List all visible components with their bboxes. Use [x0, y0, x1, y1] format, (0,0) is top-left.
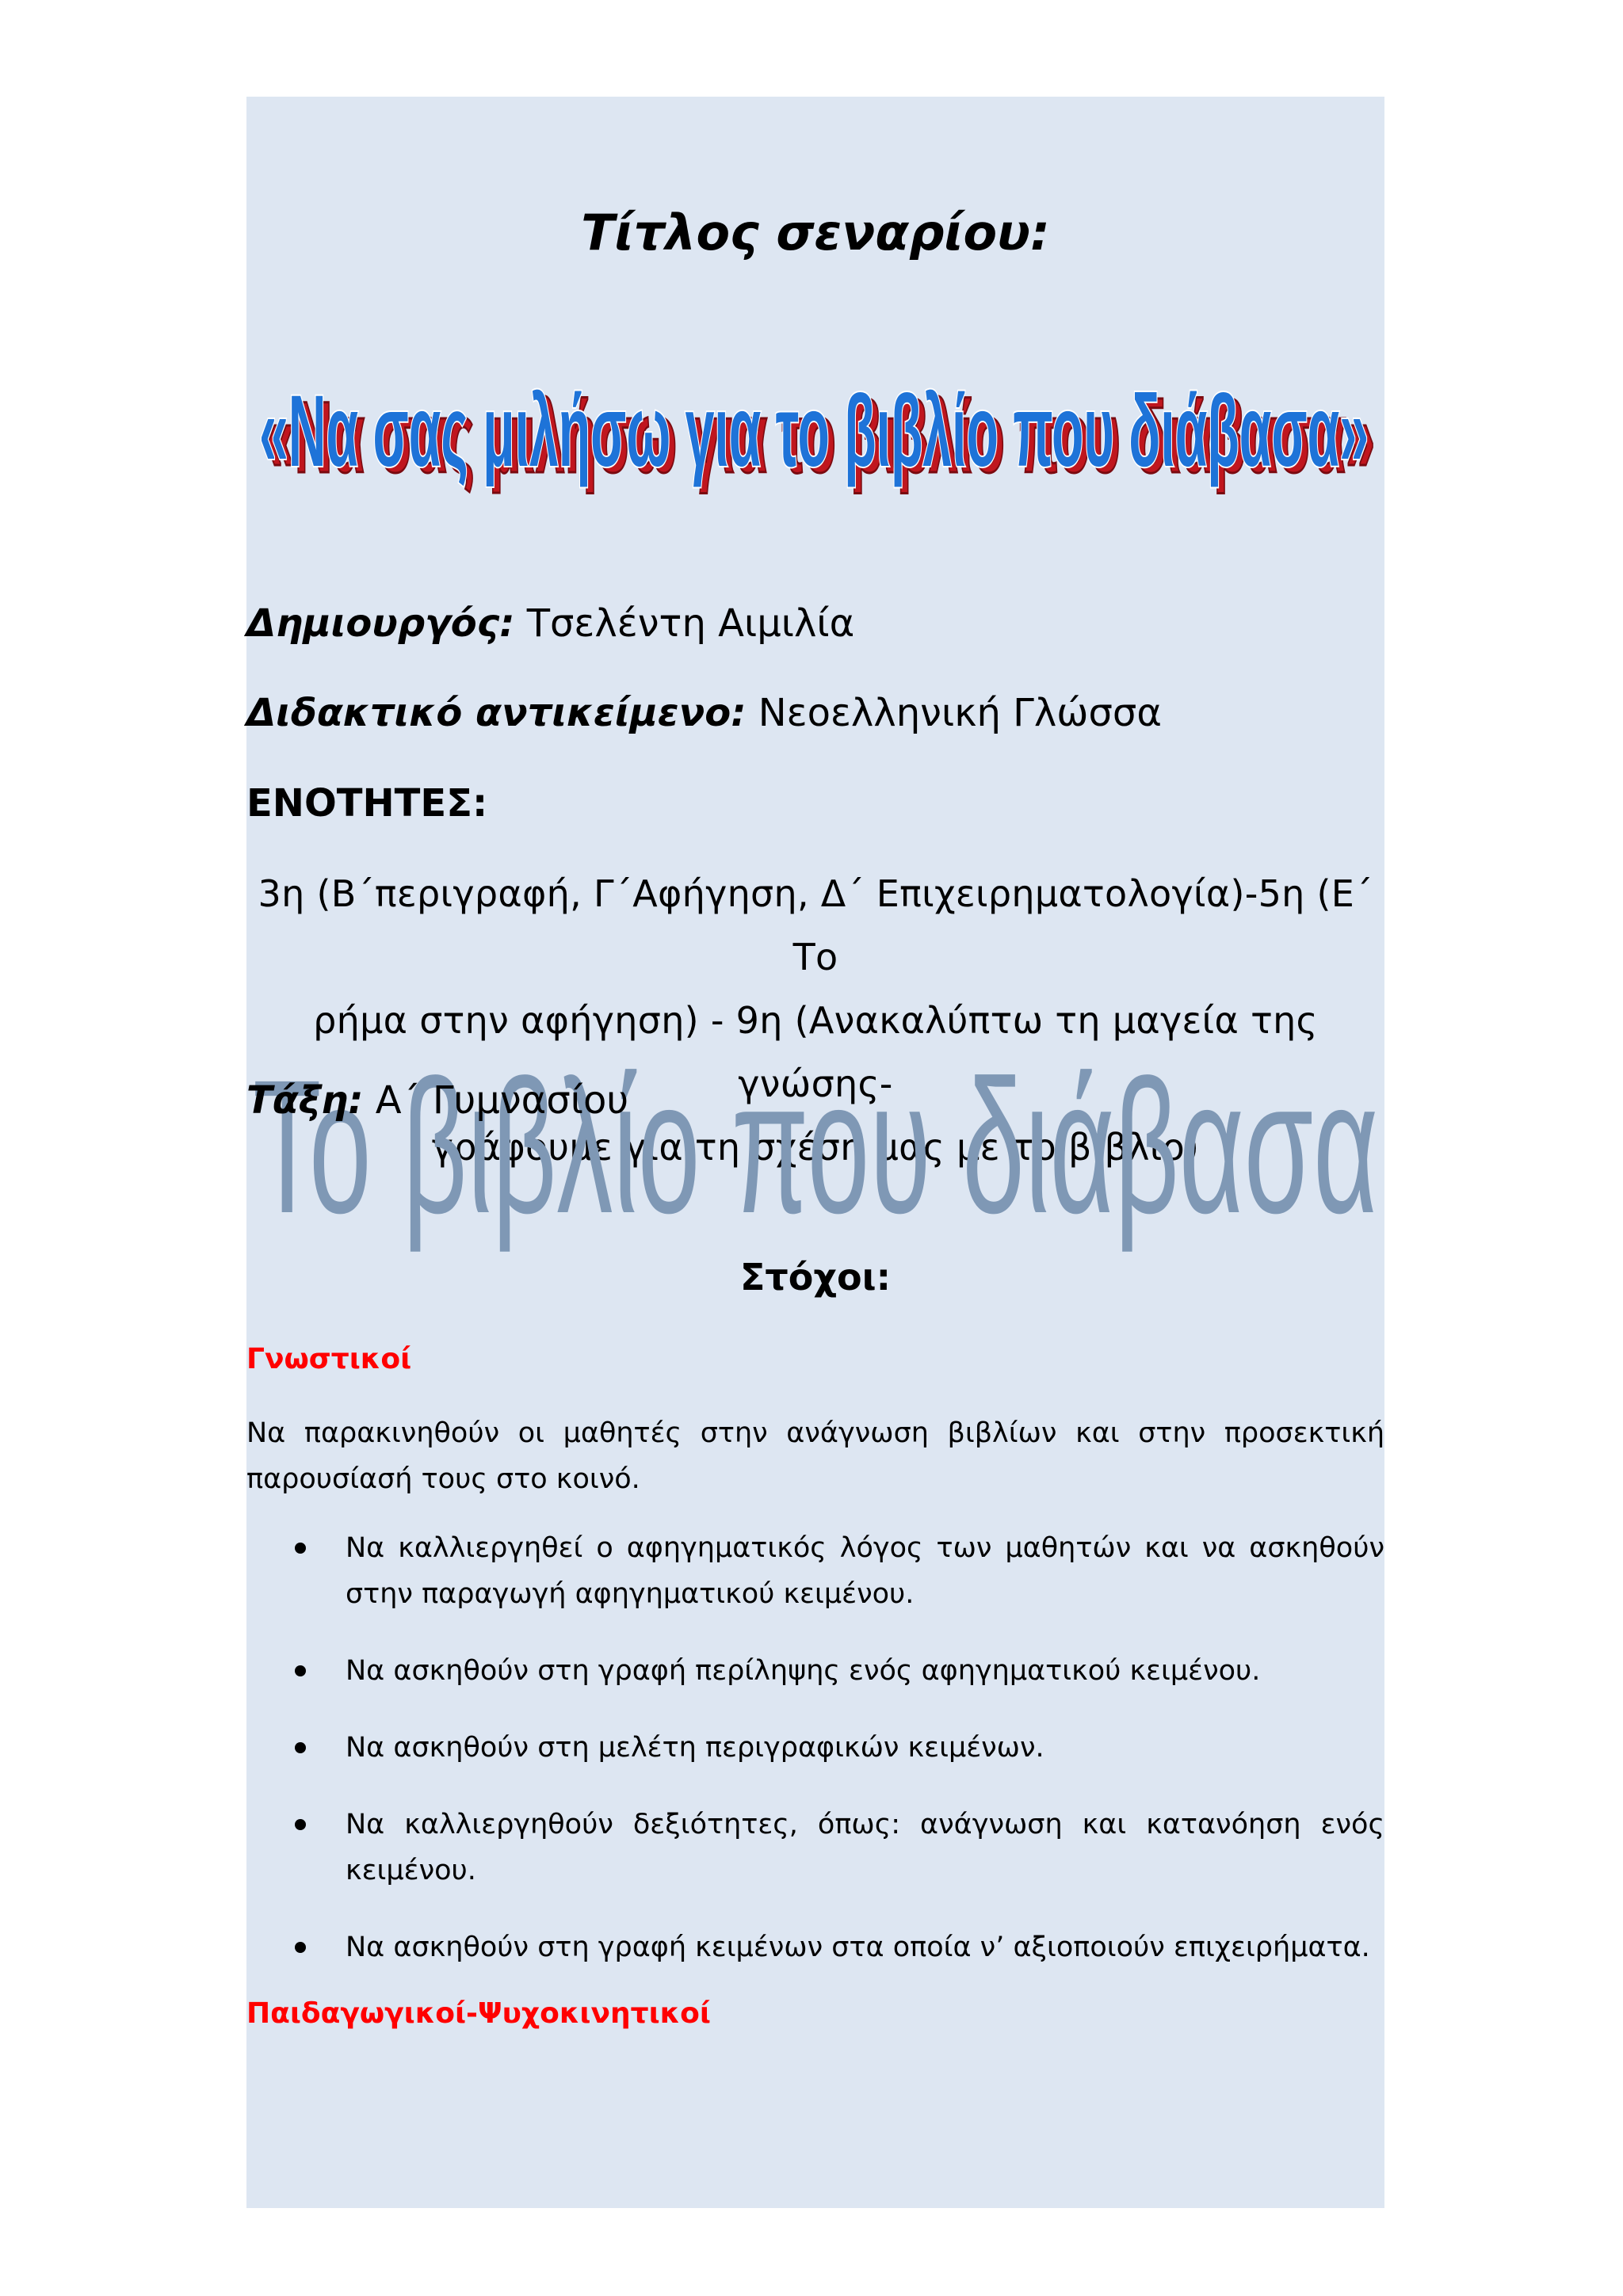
grade-label: Τάξη: — [246, 1078, 364, 1123]
cognitive-goals-list — [246, 1525, 1384, 2001]
goal-text: Να ασκηθούν στη μελέτη περιγραφικών κειμένων. — [346, 1732, 1044, 1764]
pedagogical-heading: Παιδαγωγικοί-Ψυχοκινητικοί — [246, 1997, 711, 2030]
sections-text — [246, 862, 1384, 1179]
subject-value: Νεοελληνική Γλώσσα — [758, 691, 1162, 735]
list-item — [246, 1525, 1384, 1617]
bullet-icon — [295, 1665, 306, 1676]
cognitive-intro: Να παρακινηθούν οι μαθητές στην ανάγνωση βιβλίων και στην προσεκτική παρουσίασή τους στο κοινό. — [246, 1417, 1384, 1495]
grade-line — [246, 1075, 1384, 1126]
list-item — [246, 1725, 1384, 1771]
creator-value: Τσελέντη Αιμιλία — [526, 601, 855, 646]
goal-text: Να ασκηθούν στη γραφή κειμένων στα οποία ν’ αξιοποιούν επιχειρήματα. — [346, 1932, 1370, 1963]
grade-value: Α΄ Γυμνασίου — [375, 1078, 629, 1123]
list-item — [246, 1924, 1384, 1970]
sections-line: 3η (Β΄περιγραφή, Γ΄Αφήγηση, Δ΄ Επιχειρηματολογία)-5η (Ε΄ Το — [258, 872, 1373, 978]
cognitive-heading: Γνωστικοί — [246, 1343, 412, 1375]
creator-label: Δημιουργός: — [246, 601, 515, 646]
sections-heading: ΕΝΟΤΗΤΕΣ: — [246, 781, 488, 826]
sections-line: ρήμα στην αφήγηση) - 9η (Ανακαλύπτω τη μαγεία της γνώσης- — [313, 999, 1318, 1105]
goal-text: Να καλλιεργηθούν δεξιότητες, όπως: ανάγνωση και κατανόηση ενός κειμένου. — [346, 1809, 1384, 1886]
subject-label: Διδακτικό αντικείμενο: — [246, 691, 747, 735]
bullet-icon — [295, 1819, 306, 1830]
list-item — [246, 1648, 1384, 1694]
wordart-title — [246, 355, 1384, 513]
creator-line — [246, 598, 1384, 649]
goals-title: Στόχοι: — [740, 1256, 891, 1299]
scenario-label: Τίτλος σεναρίου: — [581, 204, 1050, 261]
watermark-text: Το βιβλίο που διάβασα — [253, 1040, 1378, 1253]
list-item — [246, 1802, 1384, 1894]
goal-text: Να ασκηθούν στη γραφή περίληψης ενός αφηγηματικού κειμένου. — [346, 1655, 1261, 1687]
bullet-icon — [295, 1543, 306, 1554]
wordart-shadow: «Να σας μιλήσω για το βιβλίο που διάβασα» — [265, 381, 1375, 494]
subject-line — [246, 688, 1384, 738]
bullet-icon — [295, 1942, 306, 1953]
goal-text: Να καλλιεργηθεί ο αφηγηματικός λόγος των μαθητών και να ασκηθούν στην παραγωγή αφηγηματικού κειμένου. — [346, 1532, 1384, 1610]
wordart-text: «Να σας μιλήσω για το βιβλίο που διάβασα» — [259, 375, 1369, 488]
bullet-icon — [295, 1742, 306, 1753]
sections-line: γράφουμε για τη σχέση μας με το βιβλίο) — [431, 1126, 1200, 1169]
